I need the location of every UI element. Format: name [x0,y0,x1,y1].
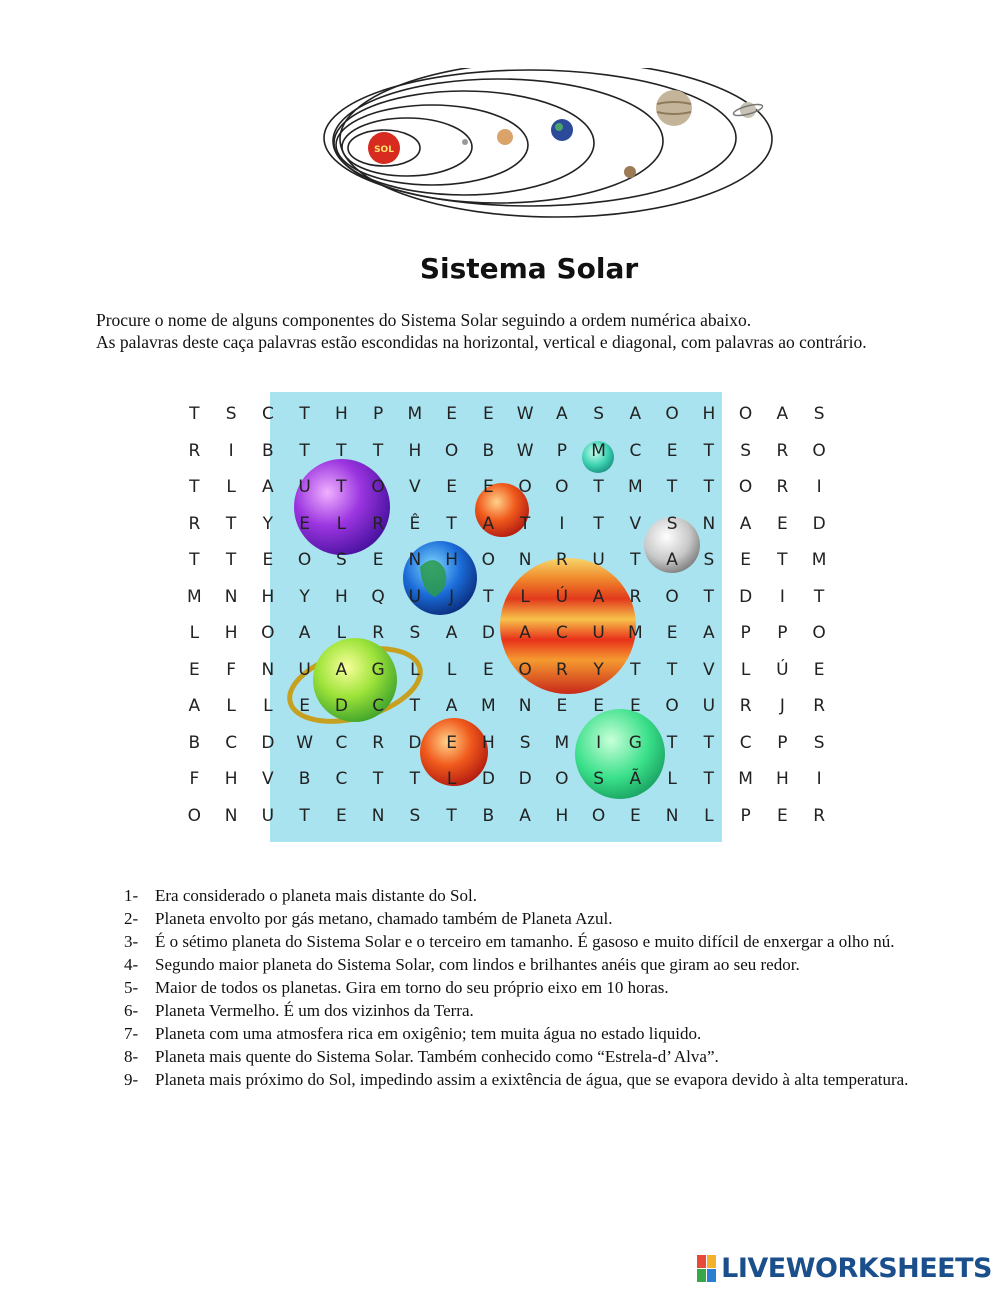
grid-letter[interactable]: T [336,477,347,498]
grid-letter[interactable]: D [334,696,348,717]
grid-letter[interactable]: T [593,513,604,534]
grid-letter[interactable]: L [520,586,530,607]
grid-letter[interactable]: B [298,769,311,790]
grid-letter[interactable]: O [481,550,496,571]
grid-letter[interactable]: E [630,696,641,717]
grid-letter[interactable]: Ú [555,586,569,607]
grid-letter[interactable]: V [629,513,642,534]
grid-letter[interactable]: O [261,623,275,644]
grid-letter[interactable]: F [226,659,237,680]
grid-letter[interactable]: E [299,696,310,717]
grid-letter[interactable]: O [297,550,312,571]
grid-letter[interactable]: M [738,769,753,790]
grid-letter[interactable]: E [446,477,457,498]
grid-letter[interactable]: C [261,404,274,425]
grid-letter[interactable]: P [740,623,751,644]
instructions-line-1: Procure o nome de alguns componentes do Sistema Solar seguindo a ordem numérica abaixo. [96,310,752,330]
grid-row [176,542,838,579]
grid-letter[interactable]: T [446,805,457,826]
grid-letter[interactable]: T [666,732,678,753]
grid-letter[interactable]: E [777,805,788,826]
grid-letter[interactable]: D [812,513,826,534]
clue-text: Planeta Vermelho. É um dos vizinhos da Terra. [155,1001,474,1020]
grid-letter[interactable]: T [666,659,678,680]
grid-letter[interactable]: T [299,440,310,461]
grid-letter[interactable]: E [813,659,825,680]
grid-row [176,433,838,470]
grid-letter[interactable]: S [409,623,421,644]
clue-text: É o sétimo planeta do Sistema Solar e o terceiro em tamanho. É gasoso e muito difícil de enxergar a olho nú. [155,932,895,951]
logo-text: LIVEWORKSHEETS [721,1253,992,1284]
grid-letter[interactable]: A [262,477,274,498]
mars-icon [624,166,636,178]
clue-number: 9- [124,1070,139,1089]
grid-letter[interactable]: L [446,659,457,680]
grid-letter[interactable]: R [372,623,385,644]
grid-letter[interactable]: E [666,440,678,461]
grid-letter[interactable]: E [556,696,568,717]
grid-letter[interactable]: J [449,586,455,607]
grid-letter[interactable]: S [519,732,531,753]
grid-letter[interactable]: A [188,696,201,717]
grid-letter[interactable]: C [335,732,348,753]
grid-letter[interactable]: J [779,696,785,717]
grid-letter[interactable]: E [483,477,494,498]
logo-mark-icon [697,1255,717,1283]
grid-letter[interactable]: O [555,769,569,790]
grid-letter[interactable]: M [811,550,827,571]
grid-letter[interactable]: C [335,769,348,790]
grid-letter[interactable]: W [516,440,534,461]
grid-letter[interactable]: O [555,477,569,498]
grid-letter[interactable]: R [776,440,789,461]
grid-letter[interactable]: I [559,513,565,534]
grid-letter[interactable]: U [592,623,605,644]
grid-letter[interactable]: A [703,623,715,644]
grid-letter[interactable]: C [555,623,568,644]
clue-item [124,1068,924,1091]
grid-row [176,725,838,762]
grid-letter[interactable]: S [593,404,605,425]
grid-row [176,652,838,689]
grid-letter[interactable]: Y [593,659,604,680]
grid-letter[interactable]: T [703,586,715,607]
grid-letter[interactable]: M [554,732,570,753]
grid-letter[interactable]: M [187,586,202,607]
grid-letter[interactable]: E [630,805,641,826]
grid-letter[interactable]: T [189,550,200,571]
grid-letter[interactable]: Ã [629,769,642,790]
grid-letter[interactable]: A [556,404,568,425]
grid-letter[interactable]: S [666,513,678,534]
clue-number: 1- [124,886,139,905]
grid-letter[interactable]: O [738,477,753,498]
grid-letter[interactable]: L [226,696,236,717]
grid-letter[interactable]: F [189,769,200,790]
grid-letter[interactable]: M [628,477,643,498]
grid-letter[interactable]: A [445,696,458,717]
clue-text: Planeta mais próximo do Sol, impedindo assim a exixtência de água, que se evapora devido à alta temperatura. [155,1070,909,1089]
grid-letter[interactable]: L [336,513,347,534]
grid-letter[interactable]: R [555,550,568,571]
clue-number: 6- [124,1001,139,1020]
grid-letter[interactable]: L [704,805,714,826]
grid-letter[interactable]: O [665,696,679,717]
grid-letter[interactable]: O [591,805,606,826]
grid-letter[interactable]: A [776,404,789,425]
grid-letter[interactable]: L [226,477,236,498]
grid-letter[interactable]: M [591,440,606,461]
grid-letter[interactable]: B [482,440,495,461]
grid-letter[interactable]: A [592,586,605,607]
grid-letter[interactable]: U [408,586,422,607]
grid-letter[interactable]: U [702,696,716,717]
grid-letter[interactable]: T [703,477,715,498]
grid-letter[interactable]: Y [299,586,310,607]
grid-letter[interactable]: U [298,477,311,498]
grid-letter[interactable]: V [409,477,421,498]
grid-letter[interactable]: O [518,659,532,680]
grid-letter[interactable]: S [740,440,752,461]
grid-letter[interactable]: T [593,477,604,498]
grid-letter[interactable]: P [372,404,384,425]
grid-letter[interactable]: G [628,732,642,753]
grid-letter[interactable]: E [740,550,751,571]
grid-letter[interactable]: P [556,440,567,461]
grid-letter[interactable]: T [225,550,237,571]
grid-letter[interactable]: C [629,440,642,461]
grid-letter[interactable]: R [188,513,201,534]
grid-letter[interactable]: N [702,513,716,534]
grid-letter[interactable]: H [224,769,238,790]
grid-letter[interactable]: M [628,623,643,644]
grid-letter[interactable]: N [261,659,275,680]
grid-letter[interactable]: O [665,404,679,425]
grid-letter[interactable]: R [813,696,826,717]
grid-letter[interactable]: N [518,550,532,571]
grid-letter[interactable]: E [299,513,310,534]
grid-letter[interactable]: T [372,769,384,790]
grid-letter[interactable]: S [593,769,605,790]
grid-letter[interactable]: A [519,623,531,644]
grid-letter[interactable]: T [630,659,641,680]
grid-letter[interactable]: S [703,550,715,571]
grid-letter[interactable]: I [779,586,785,607]
grid-letter[interactable]: E [446,404,457,425]
grid-letter[interactable]: E [372,550,384,571]
grid-letter[interactable]: W [516,404,534,425]
grid-letter[interactable]: A [519,805,531,826]
grid-row [176,396,838,433]
clue-number: 8- [124,1047,139,1066]
grid-letter[interactable]: H [481,732,495,753]
grid-letter[interactable]: T [299,404,310,425]
grid-letter[interactable]: D [408,732,422,753]
grid-letter[interactable]: L [336,623,347,644]
clue-text: Planeta com uma atmosfera rica em oxigênio; tem muita água no estado liquido. [155,1024,702,1043]
grid-letter[interactable]: D [261,732,275,753]
grid-letter[interactable]: U [298,659,311,680]
grid-letter[interactable]: S [225,404,237,425]
grid-letter[interactable]: S [813,732,825,753]
grid-letter[interactable]: E [483,404,494,425]
grid-row [176,579,838,616]
grid-letter[interactable]: O [812,440,826,461]
grid-letter[interactable]: O [812,623,826,644]
grid-letter[interactable]: A [666,550,678,571]
grid-letter[interactable]: T [519,513,531,534]
solar-system-diagram [272,68,776,220]
earth-icon [551,119,573,141]
grid-letter[interactable]: A [335,659,348,680]
grid-letter[interactable]: B [262,440,274,461]
grid-letter[interactable]: R [372,513,385,534]
grid-letter[interactable]: L [189,623,200,644]
grid-letter[interactable]: N [224,586,238,607]
grid-letter[interactable]: R [372,732,385,753]
grid-letter[interactable]: O [738,404,753,425]
grid-letter[interactable]: T [372,440,384,461]
mercury-icon [462,139,468,145]
clue-text: Era considerado o planeta mais distante do Sol. [155,886,477,905]
grid-letter[interactable]: D [739,586,753,607]
clue-number: 7- [124,1024,139,1043]
instructions-line-2: As palavras deste caça palavras estão escondidas na horizontal, vertical e diagonal, com palavras ao contrário. [96,332,867,352]
grid-letter[interactable]: O [444,440,459,461]
grid-letter[interactable]: G [371,659,385,680]
grid-letter[interactable]: T [446,513,457,534]
grid-letter[interactable]: A [445,623,458,644]
grid-letter[interactable]: H [224,623,238,644]
clue-number: 5- [124,978,139,997]
grid-letter[interactable]: E [593,696,604,717]
venus-icon [497,129,513,145]
liveworksheets-logo [697,1253,992,1284]
grid-letter[interactable]: U [592,550,605,571]
grid-letter[interactable]: R [813,805,826,826]
grid-letter[interactable]: L [263,696,273,717]
grid-letter[interactable]: H [408,440,422,461]
grid-letter[interactable]: L [667,769,677,790]
grid-letter[interactable]: T [409,769,421,790]
grid-letter[interactable]: I [228,440,234,461]
grid-letter[interactable]: S [409,805,421,826]
grid-letter[interactable]: Y [262,513,274,534]
grid-letter[interactable]: D [518,769,532,790]
grid-letter[interactable]: E [483,659,494,680]
clue-text: Planeta envolto por gás metano, chamado também de Planeta Azul. [155,909,613,928]
page-title: Sistema Solar [419,252,639,285]
grid-letter[interactable]: I [596,732,602,753]
grid-letter[interactable]: T [189,477,200,498]
grid-letter[interactable]: R [555,659,568,680]
grid-row [176,761,838,798]
grid-letter[interactable]: T [813,586,825,607]
grid-letter[interactable]: A [482,513,495,534]
grid-letter[interactable]: I [816,769,822,790]
grid-row [176,798,838,835]
grid-letter[interactable]: O [665,586,679,607]
grid-letter[interactable]: D [481,769,495,790]
grid-row [176,469,838,506]
clue-number: 2- [124,909,139,928]
grid-letter[interactable]: W [296,732,314,753]
grid-letter[interactable]: H [334,404,348,425]
grid-letter[interactable]: N [408,550,422,571]
grid-letter[interactable]: T [777,550,788,571]
grid-letter[interactable]: E [336,805,347,826]
grid-letter[interactable]: T [703,440,715,461]
grid-letter[interactable]: L [446,769,457,790]
grid-letter[interactable]: T [483,586,494,607]
grid-letter[interactable]: N [518,696,532,717]
grid-letter[interactable]: T [703,769,715,790]
grid-letter[interactable]: C [372,696,385,717]
grid-letter[interactable]: H [555,805,569,826]
grid-letter[interactable]: R [739,696,752,717]
grid-letter[interactable]: C [225,732,238,753]
clue-item [124,976,924,999]
grid-letter[interactable]: U [261,805,275,826]
word-search-grid [176,396,838,834]
grid-letter[interactable]: N [665,805,679,826]
grid-letter[interactable]: E [189,659,200,680]
grid-letter[interactable]: H [261,586,275,607]
grid-letter[interactable]: H [775,769,789,790]
jupiter-icon [656,90,692,126]
grid-letter[interactable]: T [630,550,641,571]
clue-item [124,930,924,953]
grid-letter[interactable]: N [371,805,385,826]
grid-letter[interactable]: E [262,550,274,571]
grid-letter[interactable]: L [410,659,420,680]
grid-letter[interactable]: O [187,805,202,826]
grid-letter[interactable]: E [666,623,678,644]
grid-letter[interactable]: R [776,477,789,498]
grid-letter[interactable]: A [298,623,311,644]
grid-letter[interactable]: D [481,623,495,644]
grid-letter[interactable]: O [518,477,532,498]
grid-letter[interactable]: T [409,696,421,717]
grid-letter[interactable]: T [703,732,715,753]
clue-item [124,907,924,930]
grid-letter[interactable]: L [740,659,751,680]
grid-letter[interactable]: C [739,732,752,753]
grid-letter[interactable]: T [225,513,237,534]
grid-letter[interactable]: P [777,732,788,753]
grid-letter[interactable]: A [739,513,752,534]
grid-letter[interactable]: Ê [409,513,421,534]
clue-text: Planeta mais quente do Sistema Solar. Também conhecido como “Estrela-d’ Alva”. [155,1047,719,1066]
grid-letter[interactable]: T [189,404,200,425]
grid-letter[interactable]: B [188,732,201,753]
grid-letter[interactable]: S [813,404,825,425]
sun-label: SOL [374,145,394,155]
grid-letter[interactable]: T [336,440,347,461]
clue-number: 3- [124,932,139,951]
grid-letter[interactable]: P [740,805,751,826]
clue-item [124,953,924,976]
grid-letter[interactable]: T [299,805,310,826]
clue-item [124,1022,924,1045]
grid-letter[interactable]: M [407,404,423,425]
clue-list [124,884,924,1091]
grid-letter[interactable]: T [666,477,678,498]
grid-letter[interactable]: V [703,659,715,680]
clue-text: Segundo maior planeta do Sistema Solar, com lindos e brilhantes anéis que giram ao seu redor. [155,955,800,974]
clue-item [124,999,924,1022]
grid-letter[interactable]: R [629,586,642,607]
grid-letter[interactable]: H [702,404,716,425]
grid-letter[interactable]: P [777,623,788,644]
clue-text: Maior de todos os planetas. Gira em torno do seu próprio eixo em 10 horas. [155,978,669,997]
grid-letter[interactable]: E [446,732,457,753]
clue-item [124,884,924,907]
grid-letter[interactable]: M [481,696,496,717]
grid-letter[interactable]: B [482,805,495,826]
grid-letter[interactable]: H [334,586,348,607]
grid-letter[interactable]: A [629,404,642,425]
grid-letter[interactable]: N [224,805,238,826]
grid-letter[interactable]: S [335,550,347,571]
clue-number: 4- [124,955,139,974]
grid-letter[interactable]: H [445,550,459,571]
grid-letter[interactable]: Q [371,586,385,607]
grid-row [176,506,838,543]
grid-letter[interactable]: O [371,477,385,498]
grid-letter[interactable]: Ú [776,659,789,680]
grid-letter[interactable]: E [777,513,788,534]
grid-letter[interactable]: I [816,477,822,498]
clue-item [124,1045,924,1068]
grid-row [176,688,838,725]
grid-letter[interactable]: R [188,440,201,461]
grid-letter[interactable]: V [262,769,274,790]
grid-row [176,615,838,652]
